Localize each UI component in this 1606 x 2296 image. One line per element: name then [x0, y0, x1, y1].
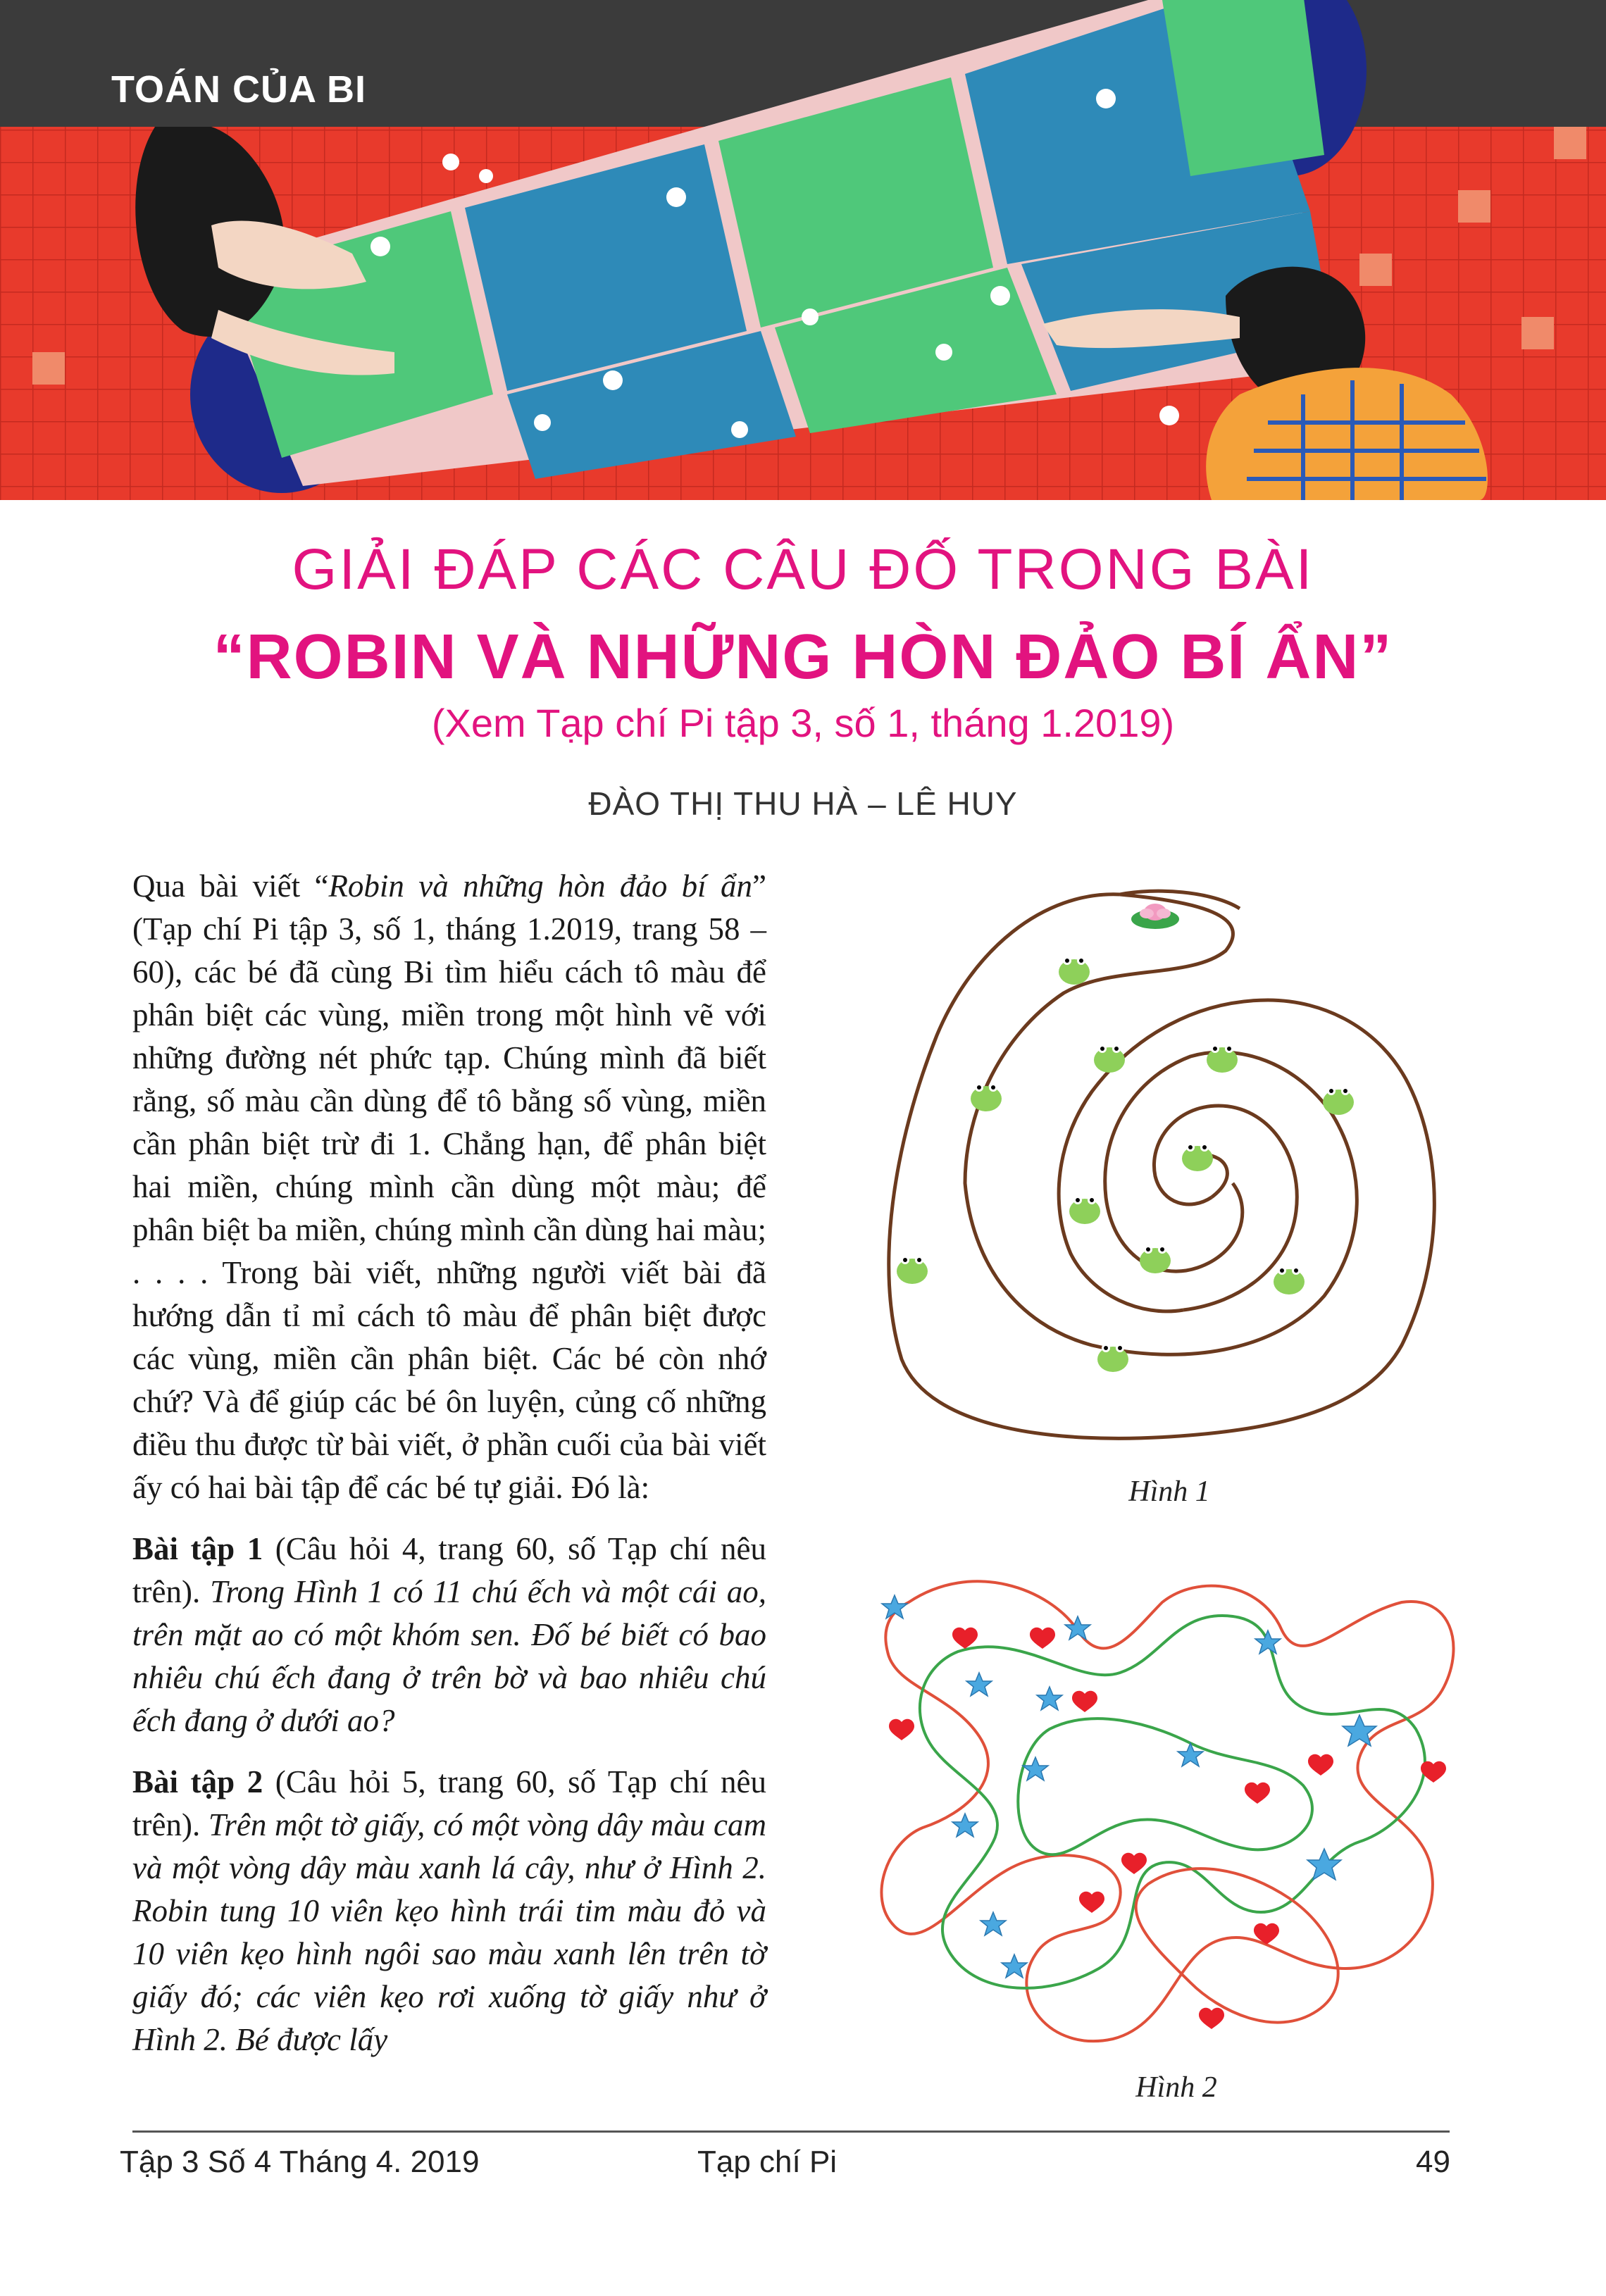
green-loop: [920, 1616, 1425, 1988]
intro-rest: ” (Tạp chí Pi tập 3, số 1, tháng 1.2019, trang 58 – 60), các bé đã cùng Bi tìm hiểu cách tô màu để phân biệt các vùng, miền trong một hình vẽ với những đường nét phức tạp. Chúng mình đã biết rằng, số màu cần dùng để tô bằng số vùng, miền cần phân biệt trừ đi 1. Chẳng hạn, để phân biệt hai miền, chúng mình cần dùng một màu; để phân biệt ba miền, chúng mình cần dùng hai màu; . . . . Trong bài viết, những người viết bài đã hướng dẫn tỉ mỉ cách tô màu để phân biệt được các vùng, miền cần phân biệt. Các bé còn nhớ chứ? Và để giúp các bé ôn luyện, củng cố những điều thu được từ bài viết, ở phần cuối của bài viết ấy có hai bài tập để các bé tự giải. Đó là:: [132, 868, 766, 1505]
exercise-2-ref: (Câu hỏi 5, trang 60, số Tạp chí nêu trên).: [132, 1764, 767, 1842]
heart-icon: [1199, 2008, 1224, 2029]
star-icon: [1343, 1715, 1376, 1746]
star-icon: [952, 1814, 978, 1837]
frog-icon: [1069, 1196, 1100, 1224]
hearts: [889, 1628, 1446, 2029]
heart-icon: [1072, 1691, 1097, 1712]
intro-prefix: Qua bài viết “: [132, 868, 329, 904]
header-illustration: [0, 0, 1606, 500]
frog-icon: [1274, 1266, 1305, 1294]
frog-icon: [1059, 956, 1090, 985]
heart-icon: [889, 1719, 914, 1740]
body-text: [132, 865, 766, 2080]
heart-icon: [1308, 1754, 1333, 1776]
intro-article-title: Robin và những hòn đảo bí ẩn: [328, 868, 753, 904]
authors: ĐÀO THỊ THU HÀ – LÊ HUY: [588, 785, 1018, 822]
figure-2-caption: Hình 2: [1135, 2071, 1217, 2104]
heart-icon: [1030, 1628, 1055, 1649]
frog-icon: [1182, 1143, 1213, 1171]
title-line-3: (Xem Tạp chí Pi tập 3, số 1, tháng 1.2019): [431, 701, 1175, 745]
frog-icon: [1097, 1344, 1128, 1372]
heart-icon: [952, 1628, 978, 1649]
exercise-2-label: Bài tập 2: [132, 1764, 263, 1799]
frog-icon: [897, 1256, 928, 1284]
exercise-2-text: Trên một tờ giấy, có một vòng dây màu cam và một vòng dây màu xanh lá cây, như ở Hình 2. Robin tung 10 viên kẹo hình trái tim màu đỏ và 10 viên kẹo hình ngôi sao màu xanh lên trên tờ giấy đó; các viên kẹo rơi xuống tờ giấy như ở Hình 2. Bé được lấy: [132, 1807, 766, 2057]
figure-2: [866, 1546, 1486, 2081]
star-icon: [882, 1595, 907, 1618]
heart-icon: [1079, 1892, 1104, 1913]
star-icon: [1002, 1954, 1027, 1978]
spiral-path: [889, 891, 1435, 1438]
title-line-1: GIẢI ĐÁP CÁC CÂU ĐỐ TRONG BÀI: [292, 537, 1314, 601]
intro-paragraph: [132, 865, 766, 1509]
exercise-2-paragraph: [132, 1761, 766, 2061]
frog-icon: [1094, 1044, 1125, 1073]
footer-issue: Tập 3 Số 4 Tháng 4. 2019: [120, 2145, 480, 2179]
title-line-2: “ROBIN VÀ NHỮNG HÒN ĐẢO BÍ ẨN”: [213, 622, 1393, 692]
exercise-1-paragraph: [132, 1528, 766, 1742]
star-icon: [1255, 1630, 1281, 1654]
frog-icon: [971, 1083, 1002, 1111]
star-icon: [981, 1912, 1006, 1935]
footer-journal: Tạp chí Pi: [697, 2145, 838, 2179]
exercise-1-text: Trong Hình 1 có 11 chú ếch và một cái ao, trên mặt ao có một khóm sen. Đố bé biết có bao nhiêu chú ếch đang ở trên bờ và bao nhiêu chú ếch đang ở dưới ao?: [132, 1574, 766, 1738]
footer-rule: [132, 2130, 1450, 2133]
page-number: 49: [1416, 2145, 1450, 2179]
figure-1: [859, 873, 1479, 1465]
exercise-1-label: Bài tập 1: [132, 1531, 263, 1566]
star-icon: [1307, 1849, 1341, 1880]
frog-icon: [1323, 1087, 1354, 1115]
heart-icon: [1421, 1761, 1446, 1783]
frog-icon: [1207, 1044, 1238, 1073]
orange-inner-loop: [1136, 1868, 1338, 2022]
figure-1-caption: Hình 1: [1128, 1475, 1210, 1508]
star-icon: [1037, 1687, 1062, 1710]
lotus-icon: [1131, 904, 1179, 929]
two-loops-figure: [866, 1546, 1486, 2081]
section-tag: TOÁN CỦA BI: [111, 68, 366, 111]
frog-icon: [1140, 1245, 1171, 1273]
exercise-1-ref: (Câu hỏi 4, trang 60, số Tạp chí nêu trên).: [132, 1531, 767, 1609]
heart-icon: [1121, 1853, 1147, 1874]
spiral-pond-figure: [859, 873, 1479, 1465]
heart-icon: [1245, 1783, 1270, 1804]
star-icon: [966, 1673, 992, 1696]
